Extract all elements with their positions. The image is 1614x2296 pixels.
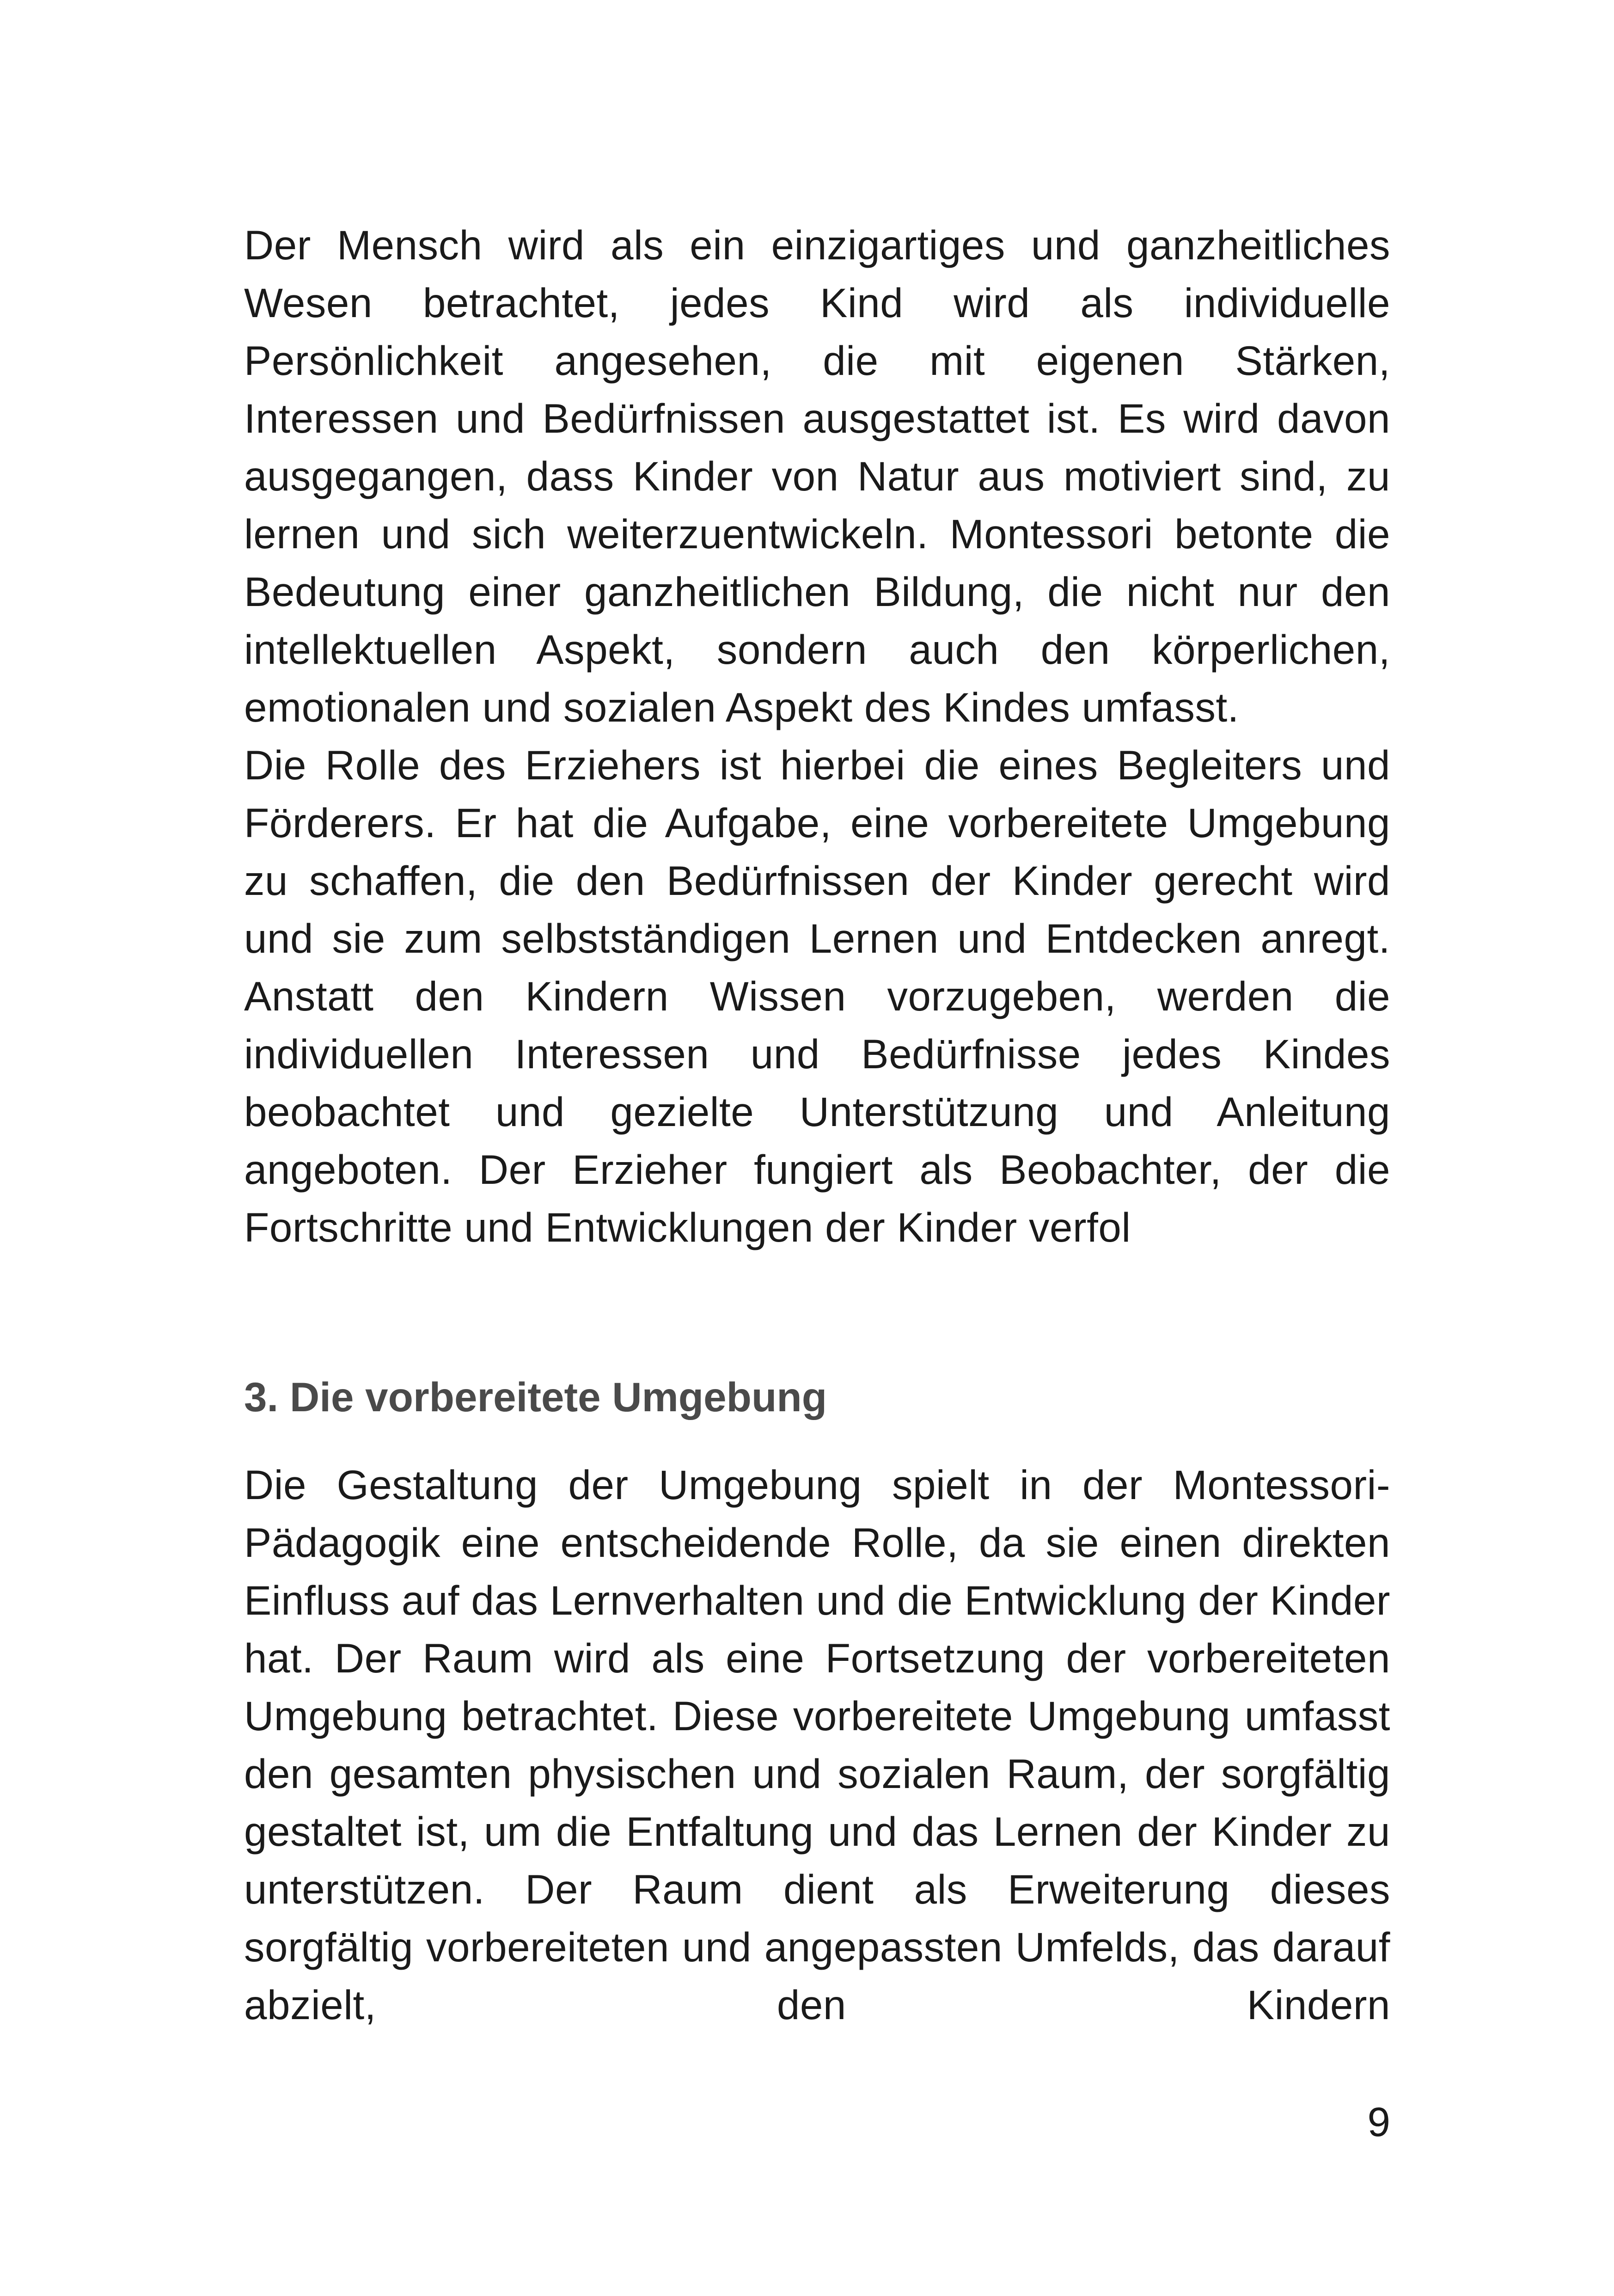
paragraph-human-being: Der Mensch wird als ein einzigartiges und ganzheitliches Wesen betrachtet, jedes Kind wird als individuelle Persönlichkeit angesehen, die mit eigenen Stärken, Interessen und Bedürfnissen ausgestattet ist. Es wird davon ausgegangen, dass Kinder von Natur aus motiviert sind, zu lernen und sich weiterzuentwickeln. Montessori betonte die Bedeutung einer ganzheitlichen Bildung, die nicht nur den intellektuellen Aspekt, sondern auch den körperlichen, emotionalen und sozialen Aspekt des Kindes umfasst. (244, 222, 1390, 730)
page-number: 9 (1367, 2099, 1390, 2145)
section-heading: 3. Die vorbereitete Umgebung (244, 1374, 827, 1420)
text-block-environment (244, 1456, 1390, 2034)
paragraph-environment: Die Gestaltung der Umgebung spielt in der Montessori-Pädagogik eine entscheidende Rolle, da sie einen direkten Einfluss auf das Lernverhalten und die Entwicklung der Kinder hat. Der Raum wird als eine Fortsetzung der vorbereiteten Umgebung betrachtet. Diese vorbereitete Umgebung umfasst den gesamten physischen und sozialen Raum, der sorgfältig gestaltet ist, um die Entfaltung und das Lernen der Kinder zu unterstützen. Der Raum dient als Erweiterung dieses sorgfältig vorbereiteten und angepassten Umfelds, das darauf abzielt, den Kindern (244, 1462, 1390, 2028)
paragraph-educator-role: Die Rolle des Erziehers ist hierbei die eines Begleiters und Förderers. Er hat die Aufgabe, eine vorbereitete Umgebung zu schaffen, die den Bedürfnissen der Kinder gerecht wird und sie zum selbstständigen Lernen und Entdecken anregt. Anstatt den Kindern Wissen vorzugeben, werden die individuellen Interessen und Bedürfnisse jedes Kindes beobachtet und gezielte Unterstützung und Anleitung angeboten. Der Erzieher fungiert als Beobachter, der die Fortschritte und Entwicklungen der Kinder verfol (244, 742, 1390, 1250)
text-block-intro (244, 216, 1390, 1256)
